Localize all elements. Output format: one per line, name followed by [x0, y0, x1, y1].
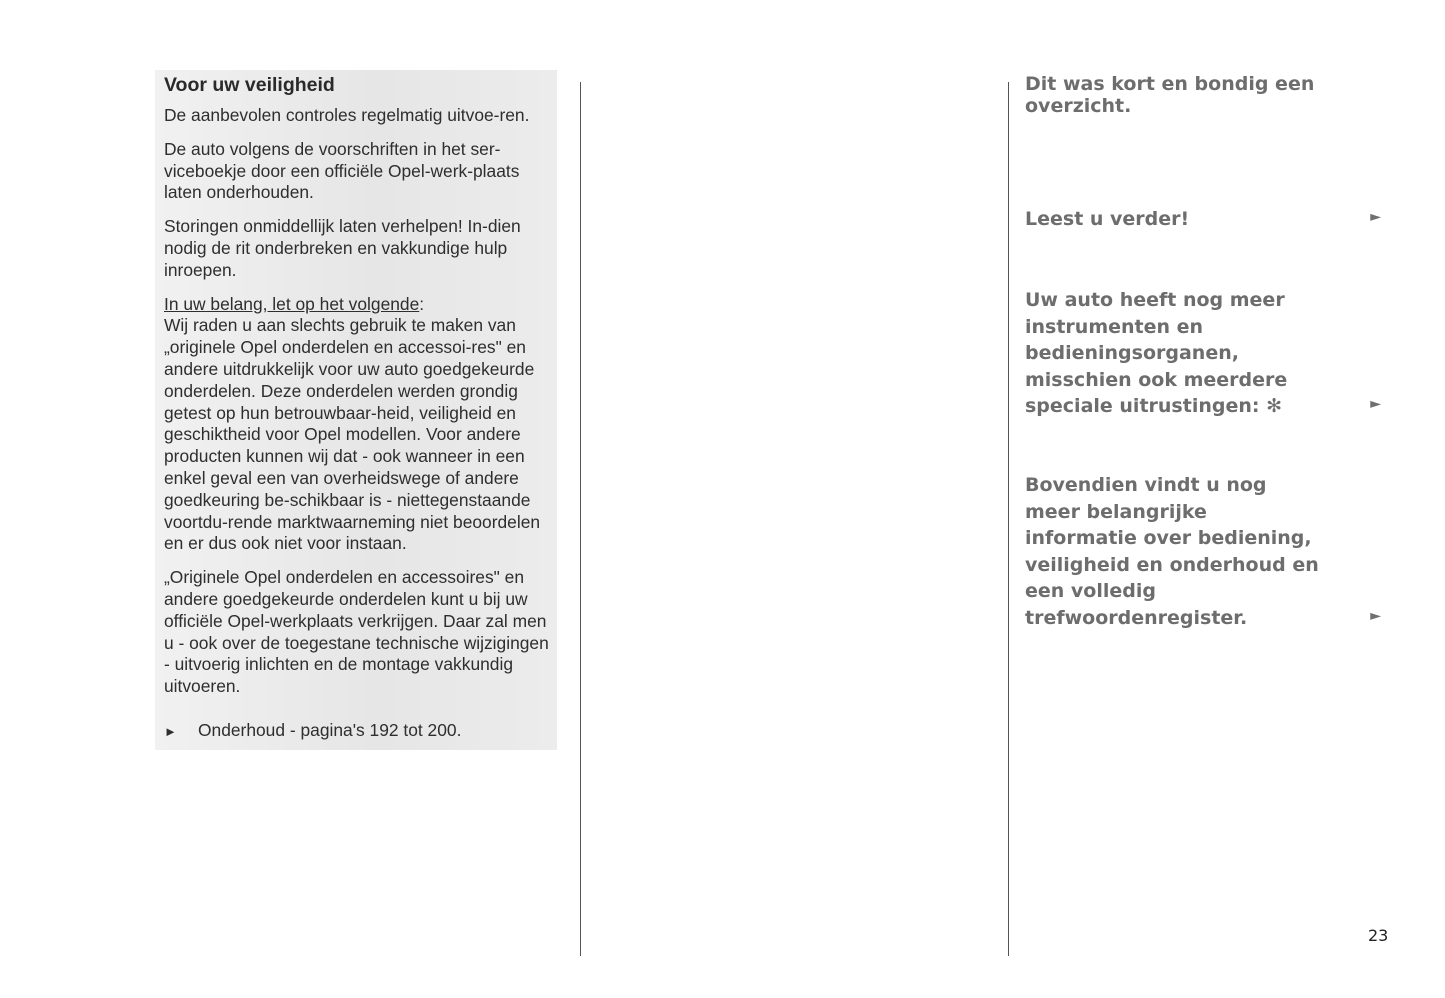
arrow-right-icon: ► [1370, 396, 1381, 412]
intro-block [1025, 73, 1325, 117]
cross-reference[interactable] [164, 720, 559, 743]
section-heading: Voor uw veiligheid [164, 74, 335, 96]
more-info-text: Bovendien vindt u nog meer belangrijke informatie over bediening, veiligheid en onderhoud en een volledig trefwoordenregister. [1025, 474, 1319, 629]
instruments-text: Uw auto heeft nog meer instrumenten en bedieningsorganen, misschien ook meerdere speciale uitrustingen: ✻ [1025, 289, 1288, 417]
left-column [164, 72, 559, 743]
intro-text: Dit was kort en bondig een overzicht. [1025, 73, 1315, 117]
paragraph-parts [164, 294, 559, 556]
continue-text: Leest u verder! [1025, 208, 1190, 230]
notice-heading: In uw belang, let op het volgende [164, 293, 420, 314]
pointer-icon: ► [164, 723, 177, 739]
paragraph-checks: De aanbevolen controles regelmatig uitvoe-ren. [164, 105, 530, 125]
notice-body: Wij raden u aan slechts gebruik te maken van „originele Opel onderdelen en accessoi-res" en andere uitdrukkelijk voor uw auto goedgekeurde onderdelen. Deze onderdelen werden grondig getest op hun betrouwbaar-heid, veiligheid en geschiktheid voor Opel modellen. Voor andere producten kunnen wij dat - ook wanneer in een enkel geval een van overheidswege of andere goedkeuring be-schikbaar is - niettegenstaande voortdu-rende marktwaarneming niet beoordelen en er dus ook niet voor instaan. [164, 315, 541, 554]
arrow-right-icon: ► [1370, 607, 1381, 624]
column-divider-left [580, 82, 581, 956]
paragraph-service: De auto volgens de voorschriften in het ser-viceboekje door een officiële Opel-werk-plaats laten onderhouden. [164, 138, 520, 203]
paragraph-faults: Storingen onmiddellijk laten verhelpen! In-dien nodig de rit onderbreken en vakkundige hulp inroepen. [164, 216, 521, 280]
column-divider-right [1008, 82, 1009, 956]
page-number: 23 [1368, 926, 1389, 945]
paragraph-original-parts: „Originele Opel onderdelen en accessoires" en andere goedgekeurde onderdelen kunt u bij uw officiële Opel-werkplaats verkrijgen. Daar zal men u - ook over de toegestane technische wijzigingen - uitvoerig inlichten en de montage vakkundig uitvoeren. [164, 567, 549, 697]
notice-colon: : [419, 293, 425, 314]
more-info-block[interactable] [1025, 472, 1385, 631]
arrow-right-icon: ► [1370, 209, 1381, 225]
continue-block[interactable] [1025, 206, 1385, 233]
instruments-block[interactable] [1025, 287, 1385, 420]
cross-reference-text: Onderhoud - pagina's 192 tot 200. [198, 719, 462, 740]
